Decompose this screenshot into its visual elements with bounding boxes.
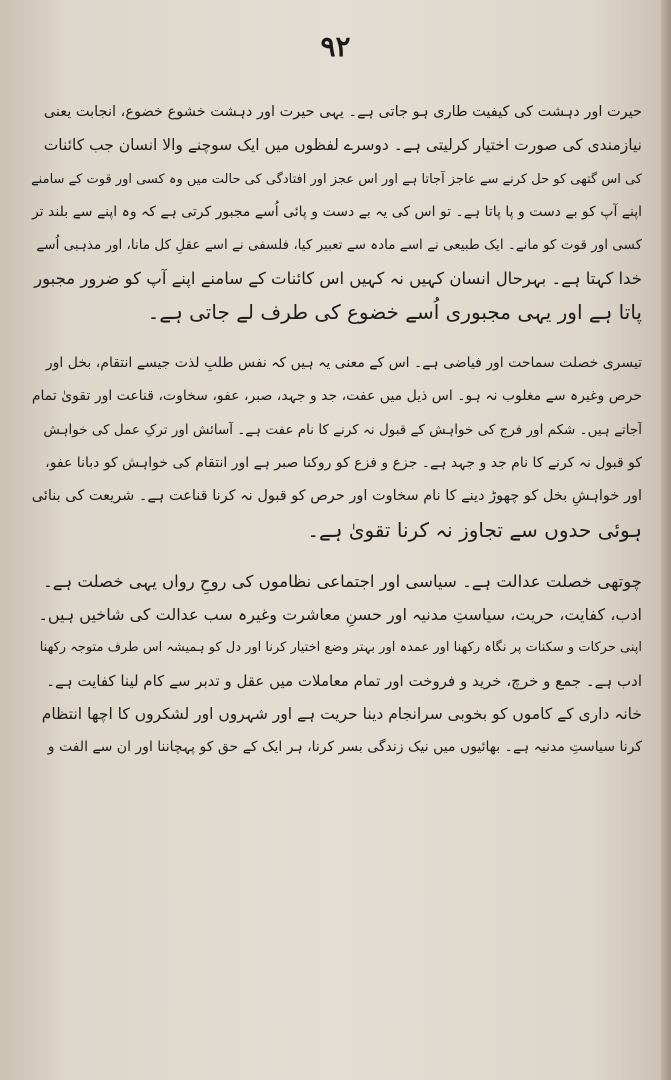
text-line: آجاتے ہیں۔ شکم اور فرج کی خواہش کے قبول نہ کرنے کا نام عفت ہے۔ آسائش اور ترکِ عمل کی خواہش (43, 421, 642, 438)
text-line: اپنی حرکات و سکنات پر نگاہ رکھنا اور عمدہ اور بہتر وضع اختیار کرنا اور دل کو ہمیشہ اس طرف متوجہ رکھنا (39, 640, 642, 656)
text-line: ادب ہے۔ جمع و خرچ، خرید و فروخت اور تمام معاملات میں عقل و تدبر سے کام لینا کفایت ہے۔ (46, 671, 642, 690)
body-text (28, 96, 642, 765)
text-line: پاتا ہے اور یہی مجبوری اُسے خضوع کی طرف لے جاتی ہے۔ (147, 299, 642, 324)
paragraph-1 (28, 96, 642, 329)
text-line: خانہ داری کے کاموں کو بخوبی سرانجام دینا حریت ہے اور شہروں اور لشکروں کا اچھا انتظام (41, 705, 642, 724)
paragraph-2 (28, 347, 642, 547)
text-line: ادب، کفایت، حریت، سیاستِ مدنیہ اور حسنِ معاشرت وغیرہ سب عدالت کی شاخیں ہیں۔ (38, 605, 642, 625)
text-line: نیازمندی کی صورت اختیار کرلیتی ہے۔ دوسرے لفظوں میں ایک سوچنے والا انسان جب کائنات (43, 136, 642, 155)
paragraph-gap (28, 547, 642, 565)
text-line: اپنے آپ کو بے دست و پا پاتا ہے۔ تو اس کی یہ بے دست و پائی اُسے مجبور کرتی ہے کہ وہ اپنے سے بلند تر (31, 203, 642, 220)
text-line: حرص وغیرہ سے مغلوب نہ ہو۔ اس ذیل میں عفت، جد و جہد، صبر، عفو، سخاوت، قناعت اور تقویٰ تمام (31, 388, 642, 405)
text-line: کو قبول نہ کرنے کا نام جد و جہد ہے۔ جزع و فزع کو روکنا صبر ہے اور انتقام کی خواہش کو دبانا عفو، (45, 454, 642, 471)
page-spine-shadow (661, 0, 671, 1080)
text-line: چوتھی خصلت عدالت ہے۔ سیاسی اور اجتماعی نظاموں کی روحِ رواں یہی خصلت ہے۔ (43, 571, 642, 591)
text-line: کسی اور قوت کو مانے۔ ایک طبیعی نے اسے مادہ سے تعبیر کیا، فلسفی نے اسے عقلِ کل مانا، اور مذہبی اُسے (36, 237, 642, 254)
page-number: ۹۲ (320, 30, 351, 63)
text-line: کرنا سیاستِ مدنیہ ہے۔ بھائیوں میں نیک زندگی بسر کرنا، ہر ایک کے حق کو پہچاننا اور ان سے الفت و (47, 739, 642, 756)
paragraph-gap (28, 329, 642, 347)
text-line: ہوئی حدوں سے تجاوز نہ کرنا تقویٰ ہے۔ (307, 517, 642, 542)
text-line: اور خواہشِ بخل کو چھوڑ دینے کا نام سخاوت اور حرص کو قبول نہ کرنا قناعت ہے۔ شریعت کی بنائی (31, 488, 642, 505)
text-line: حیرت اور دہشت کی کیفیت طاری ہو جاتی ہے۔ یہی حیرت اور دہشت خشوع خضوع، انجابت یعنی (43, 104, 642, 120)
paragraph-3 (28, 565, 642, 765)
text-line: کی اس گتھی کو حل کرنے سے عاجز آجاتا ہے اور اس عجز اور افتادگی کی حالت میں وہ کسی اور قوت کے سامنے (31, 171, 642, 187)
text-line: تیسری خصلت سماحت اور فیاضی ہے۔ اس کے معنی یہ ہیں کہ نفس طلبِ لذت جیسے انتقام، بخل اور (45, 355, 642, 372)
text-line: خدا کہتا ہے۔ بہرحال انسان کہیں نہ کہیں اس کائنات کے سامنے اپنے آپ کو ضرور مجبور (34, 269, 642, 289)
